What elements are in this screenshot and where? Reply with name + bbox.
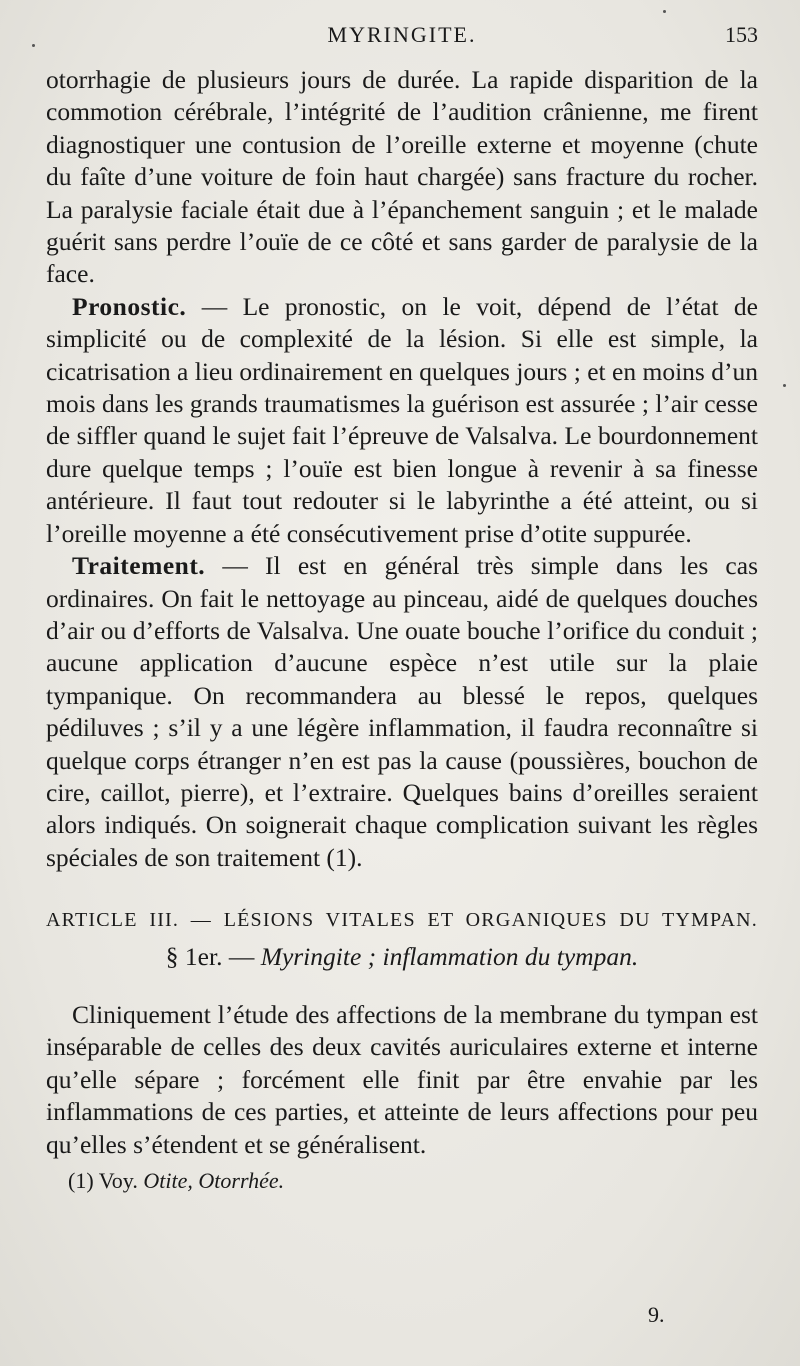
article-heading: ARTICLE III. — LÉSIONS VITALES ET ORGANIQUES DU TYMPAN. [46, 909, 758, 932]
body-text [46, 64, 758, 1197]
footnote-marker: (1) Voy. [68, 1168, 144, 1193]
footnote-text: Otite, Otorrhée. [143, 1168, 285, 1193]
print-speck [783, 384, 786, 387]
paragraph-continuation: otorrhagie de plusieurs jours de durée. La rapide disparition de la commotion cérébrale, l’intégrité de l’audition crânienne, me firent diagnostiquer une contusion de l’oreille externe et moyenne (chute du faîte d’une voiture de foin haut chargée) sans fracture du rocher. La paralysie faciale était due à l’épanchement sanguin ; et le malade guérit sans perdre l’ouïe de ce côté et sans garder de paralysie de la face. [46, 65, 758, 289]
traitement-text: — Il est en général très simple dans les cas ordinaires. On fait le nettoyage au pinceau, aidé de quelques douches d’air ou d’efforts de Valsalva. Une ouate bouche l’orifice du conduit ; aucune application d’aucune espèce n’est utile sur la plaie tympanique. On recommandera au blessé le repos, quelques pédiluves ; s’il y a une légère inflammation, il faudra reconnaître si quelque corps étranger n’en est pas la cause (poussières, bouchon de cire, caillot, pierre), et l’extraire. Quelques bains d’oreilles seraient alors indiqués. On soignerait chaque complication suivant les règles spéciales de son traitement (1). [46, 551, 758, 872]
paragraph-traitement [46, 550, 758, 874]
footnote [46, 1165, 758, 1197]
section-heading [46, 941, 758, 973]
paragraph-myringite: Cliniquement l’étude des affections de la membrane du tympan est inséparable de celles des deux cavités auriculaires externe et interne qu’elle sépare ; forcément elle finit par être envahie par les inflammations de ces parties, et atteinte de leurs affections pour peu qu’elles s’étendent et se généralisent. [46, 999, 758, 1159]
traitement-heading: Traitement. [72, 551, 206, 581]
paragraph-pronostic [46, 291, 758, 550]
section-number: § 1er. — [165, 941, 261, 971]
signature-mark: 9. [648, 1302, 665, 1327]
section-title: Myringite ; inflammation du tympan. [260, 941, 639, 971]
print-speck [32, 44, 35, 47]
page-number: 153 [725, 22, 758, 47]
print-speck [663, 10, 666, 13]
running-title: MYRINGITE. [327, 22, 477, 47]
running-header [46, 22, 758, 52]
pronostic-heading: Pronostic. [72, 291, 187, 321]
pronostic-text: — Le pronostic, on le voit, dépend de l’état de simplicité ou de complexité de la lésion. Si elle est simple, la cicatrisation a lieu ordinairement en quelques jours ; et en moins d’un mois dans les grands traumatismes la guérison est assurée ; l’air cesse de siffler quand le sujet fait l’épreuve de Valsalva. Le bourdonnement dure quelque temps ; l’ouïe est bien longue à revenir à sa finesse antérieure. Il faut tout redouter si le labyrinthe a été atteint, ou si l’oreille moyenne a été consécutivement prise d’otite suppurée. [46, 291, 758, 548]
